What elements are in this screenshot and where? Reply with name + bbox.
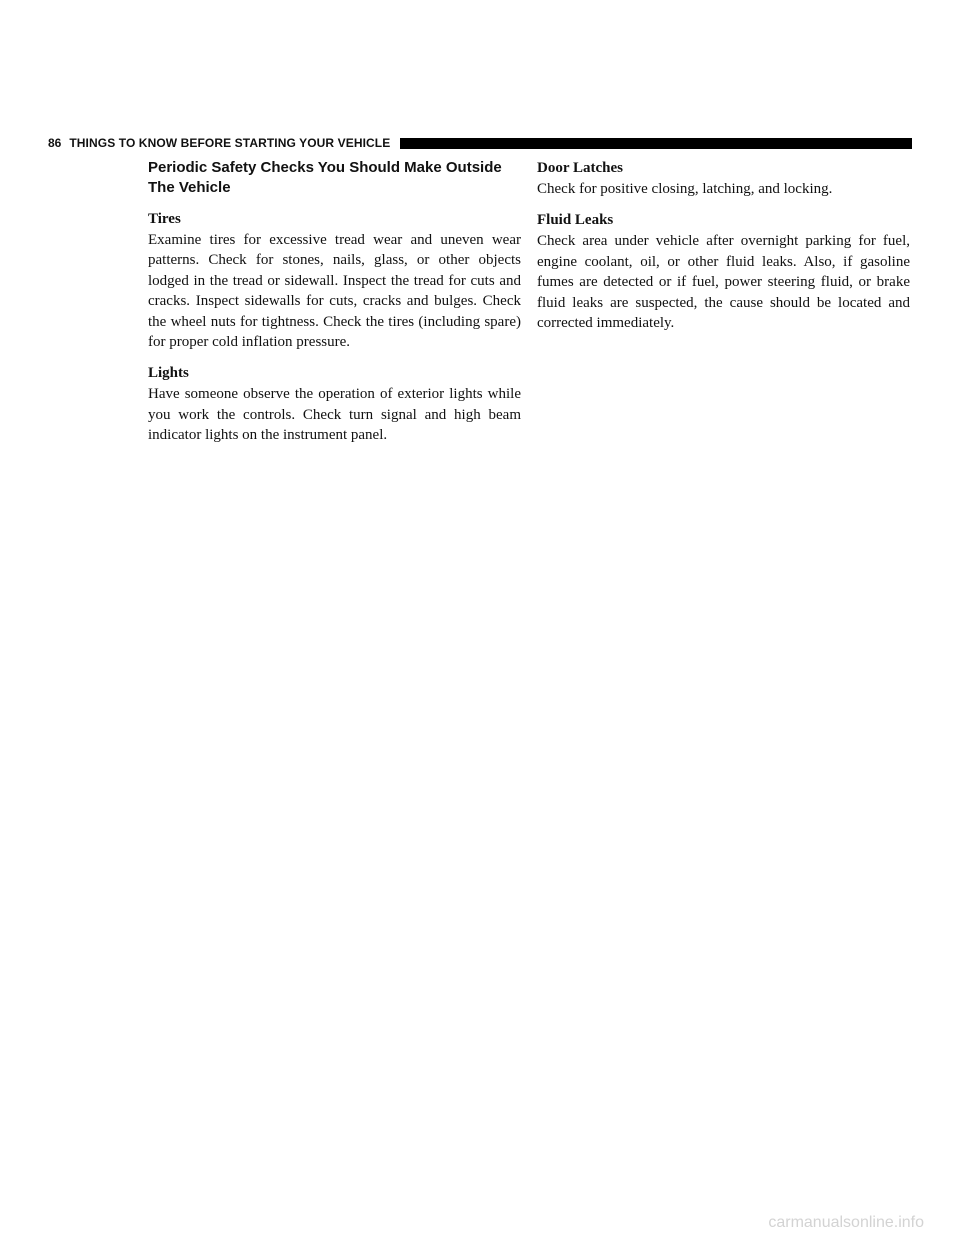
door-latches-paragraph: Check for positive closing, latching, and locking. [537,181,833,197]
page-header [48,137,912,150]
header-rule [400,138,912,149]
page-number: 86 [48,136,62,150]
lights-paragraph: Have someone observe the operation of exterior lights while you work the controls. Check turn signal and high beam indicator lights on the instrument panel. [148,386,521,444]
footer-watermark: carmanualsonline.info [768,1214,924,1231]
left-column [148,158,521,457]
chapter-title: THINGS TO KNOW BEFORE STARTING YOUR VEHICLE [69,136,391,150]
right-column [537,158,910,344]
door-latches-heading: Door Latches [537,160,623,176]
tires-paragraph: Examine tires for excessive tread wear and uneven wear patterns. Check for stones, nails, glass, or other objects lodged in the tread or sidewall. Inspect the tread for cuts and cracks. Inspect sidewalls for cuts, cracks and bulges. Check the wheel nuts for tightness. Check the tires (including spare) for proper cold inflation pressure. [148,232,521,351]
fluid-leaks-paragraph: Check area under vehicle after overnight parking for fuel, engine coolant, oil, or other fluid leaks. Also, if gasoline fumes are detected or if fuel, power steering fluid, or brake fluid leaks are suspected, the cause should be located and corrected immediately. [537,233,910,332]
fluid-leaks-heading: Fluid Leaks [537,212,614,229]
section-heading: Periodic Safety Checks You Should Make Outside The Vehicle [148,159,502,196]
lights-heading: Lights [148,365,189,382]
tires-heading: Tires [148,211,181,227]
